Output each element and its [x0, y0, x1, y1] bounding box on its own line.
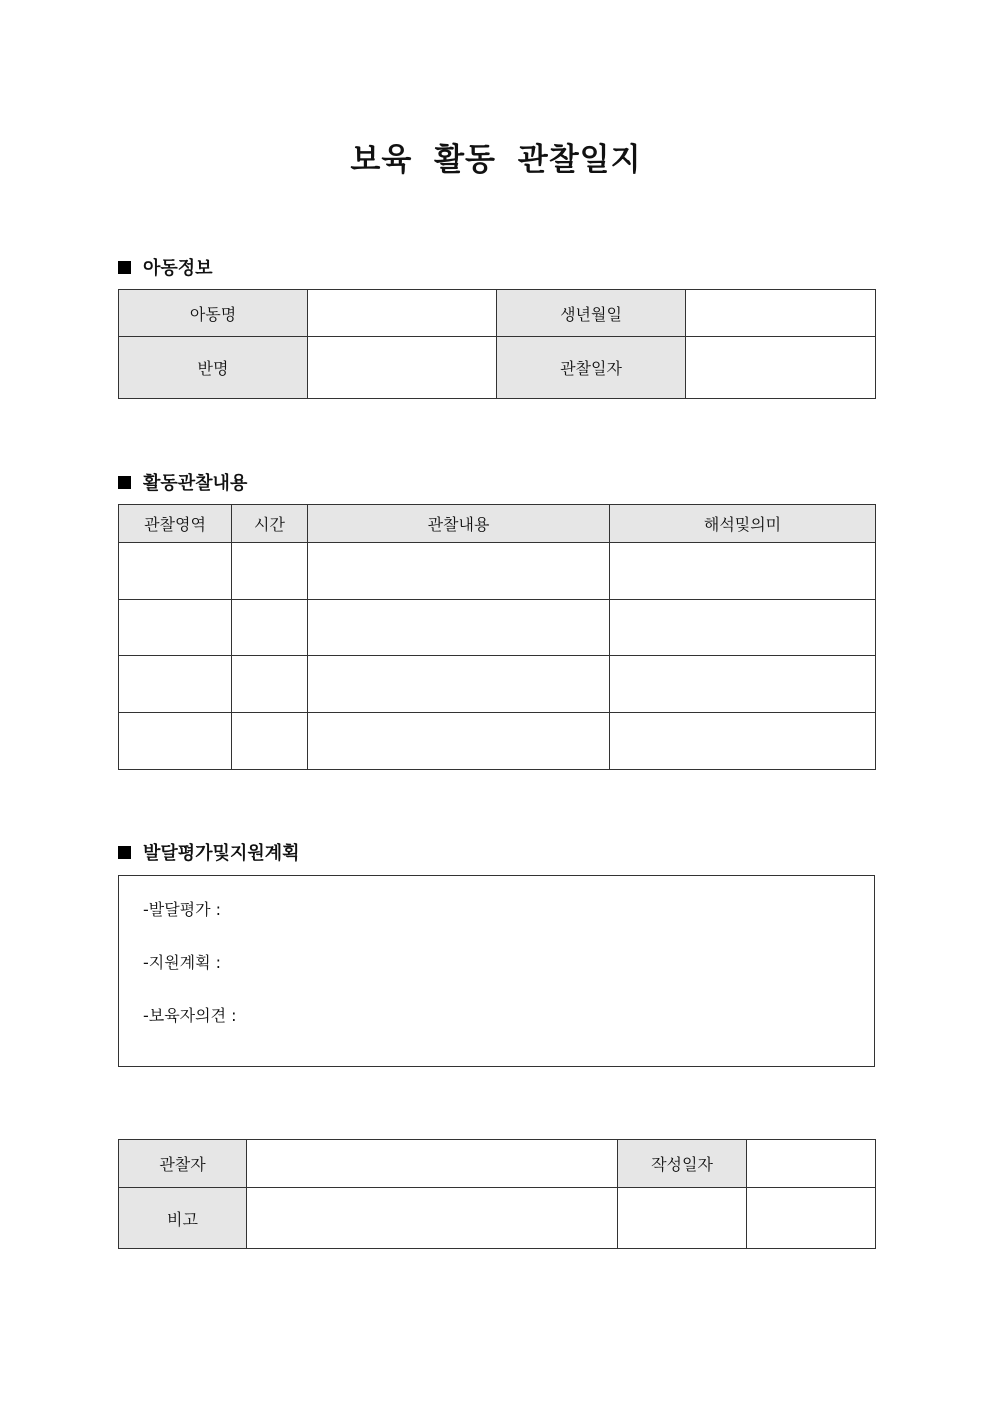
table-row [119, 600, 876, 656]
observation-date-field[interactable] [686, 337, 876, 399]
table-header-row [119, 505, 876, 543]
child-name-label: 아동명 [119, 290, 308, 337]
section-heading-label: 발달평가및지원계획 [143, 843, 300, 864]
time-cell[interactable] [232, 543, 308, 600]
blank-cell[interactable] [747, 1188, 876, 1249]
activity-observation-table [118, 504, 876, 770]
column-header: 해석및의미 [610, 505, 876, 543]
observer-label: 관찰자 [119, 1140, 247, 1188]
column-header: 시간 [232, 505, 308, 543]
page-title: 보육 활동 관찰일지 [350, 142, 642, 178]
time-cell[interactable] [232, 713, 308, 770]
content-cell[interactable] [308, 656, 610, 713]
time-cell[interactable] [232, 600, 308, 656]
interpretation-cell[interactable] [610, 656, 876, 713]
interpretation-cell[interactable] [610, 600, 876, 656]
blank-cell[interactable] [618, 1188, 747, 1249]
plan-box[interactable] [118, 875, 875, 1067]
table-row [119, 1188, 876, 1249]
square-bullet-icon [118, 476, 131, 489]
table-row [119, 337, 876, 399]
content-cell[interactable] [308, 543, 610, 600]
content-cell[interactable] [308, 713, 610, 770]
time-cell[interactable] [232, 656, 308, 713]
area-cell[interactable] [119, 600, 232, 656]
square-bullet-icon [118, 846, 131, 859]
section-heading-activity [118, 469, 247, 495]
written-date-field[interactable] [747, 1140, 876, 1188]
content-cell[interactable] [308, 600, 610, 656]
area-cell[interactable] [119, 713, 232, 770]
area-cell[interactable] [119, 543, 232, 600]
section-heading-label: 아동정보 [143, 258, 213, 279]
support-plan-line: -지원계획 : [143, 953, 222, 972]
note-field[interactable] [247, 1188, 618, 1249]
birth-date-field[interactable] [686, 290, 876, 337]
child-info-table [118, 289, 876, 399]
footer-table [118, 1139, 876, 1249]
class-name-label: 반명 [119, 337, 308, 399]
class-name-field[interactable] [308, 337, 497, 399]
observation-date-label: 관찰일자 [497, 337, 686, 399]
table-row [119, 543, 876, 600]
section-heading-child-info [118, 254, 213, 280]
table-row [119, 290, 876, 337]
section-heading-label: 활동관찰내용 [143, 473, 248, 494]
section-heading-plan [118, 839, 300, 865]
area-cell[interactable] [119, 656, 232, 713]
development-evaluation-line: -발달평가 : [143, 900, 222, 919]
note-label: 비고 [119, 1188, 247, 1249]
interpretation-cell[interactable] [610, 543, 876, 600]
written-date-label: 작성일자 [618, 1140, 747, 1188]
caregiver-opinion-line: -보육자의견 : [143, 1006, 237, 1025]
birth-date-label: 생년월일 [497, 290, 686, 337]
interpretation-cell[interactable] [610, 713, 876, 770]
table-row [119, 713, 876, 770]
column-header: 관찰영역 [119, 505, 232, 543]
table-row [119, 656, 876, 713]
table-row [119, 1140, 876, 1188]
child-name-field[interactable] [308, 290, 497, 337]
column-header: 관찰내용 [308, 505, 610, 543]
square-bullet-icon [118, 261, 131, 274]
observer-field[interactable] [247, 1140, 618, 1188]
